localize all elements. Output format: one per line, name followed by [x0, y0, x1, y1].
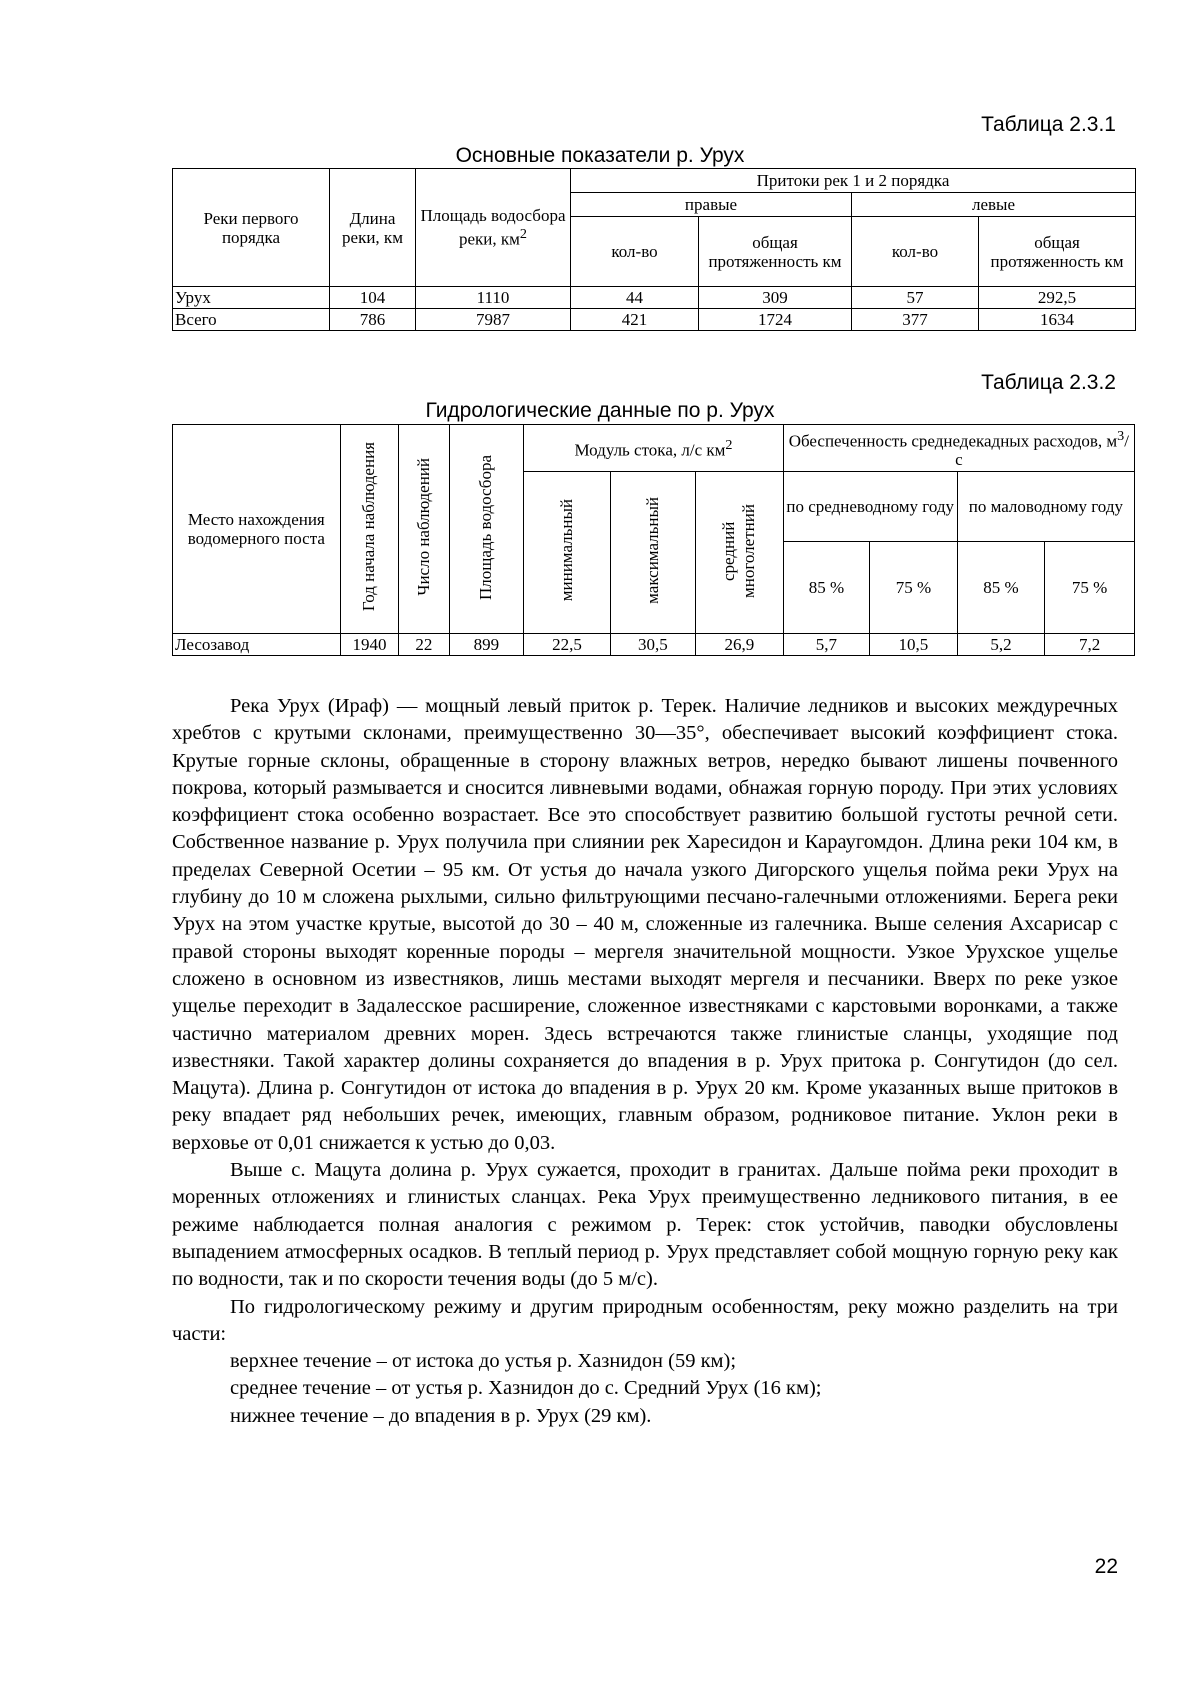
table-row [173, 634, 1135, 656]
cell: Всего [173, 309, 330, 331]
header-length-left: общая протяженность км [979, 217, 1136, 287]
header-place: Место нахождения водомерного поста [173, 425, 341, 634]
header-area: Площадь водосбора реки, $км^2$ [416, 169, 571, 287]
header-p85-mid: 85 % [783, 542, 869, 634]
cell: 22,5 [524, 634, 610, 656]
header-p75-mid: 75 % [870, 542, 958, 634]
cell: 7,2 [1045, 634, 1135, 656]
paragraph: По гидрологическому режиму и другим природным особенностям, реку можно разделить на три части: [172, 1295, 1118, 1345]
cell: 26,9 [696, 634, 784, 656]
header-observations: Число наблюдений [399, 425, 449, 634]
cell: 899 [449, 634, 524, 656]
cell: 57 [852, 287, 979, 309]
header-mid-year: по средневодному году [783, 472, 957, 542]
header-left: левые [852, 193, 1136, 217]
list-item: верхнее течение – от истока до устья р. Хазнидон (59 км); [230, 1350, 737, 1373]
cell: 5,7 [783, 634, 869, 656]
cell: 22 [399, 634, 449, 656]
header-year: Год начала наблюдения [340, 425, 399, 634]
cell: 104 [330, 287, 416, 309]
table2-title: Гидрологические данные по р. Урух [425, 399, 775, 422]
cell: 44 [571, 287, 699, 309]
table-row [173, 287, 1136, 309]
header-p85-low: 85 % [957, 542, 1045, 634]
table-row [173, 309, 1136, 331]
header-modulus: Модуль стока, л/с $км^2$ [524, 425, 783, 472]
header-count-right: кол-во [571, 217, 699, 287]
page-number: 22 [1094, 1555, 1118, 1578]
body-text [172, 693, 1118, 1430]
header-max: максимальный [610, 472, 695, 634]
cell: 421 [571, 309, 699, 331]
header-security: Обеспеченность среднедекадных расходов, $м^3/с$ [783, 425, 1134, 472]
paragraph: Река Урух (Ираф) — мощный левый приток р. Терек. Наличие ледников и высоких междуречных хребтов с крутыми склонами, преимущественно 30—35°, обеспечивает высокий коэффициент стока. Крутые горные склоны, обращенные в сторону влажных ветров, нередко бывают лишены почвенного покрова, который размывается и сносится ливневыми водами, обнажая горную породу. При этих условиях коэффициент стока особенно возрастает. Все это способствует развитию большой густоты речной сети. Собственное название р. Урух получила при слиянии рек Харесидон и Караугомдон. Длина реки 104 км, в пределах Северной Осетии – 95 км. От устья до начала узкого Дигорского ущелья пойма реки Урух на глубину до 10 м сложена рыхлыми, сильно фильтрующими песчано-галечными отложениями. Берега реки Урух на этом участке крутые, высотой до 30 – 40 м, сложенные из галечника. Выше селения Ахсарисар с правой стороны выходят коренные породы – мергеля значительной мощности. Узкое Урухское ущелье сложено в основном из известняков, лишь местами выходят мергеля и песчаники. Вверх по реке узкое ущелье переходит в Задалесское расширение, сложенное известняками с карстовыми воронками, а также частично материалом древних морен. Здесь встречаются также глинистые сланцы, уходящие под известняки. Такой характер долины сохраняется до впадения в р. Урух притока р. Сонгутидон (до сел. Мацута). Длина р. Сонгутидон от истока до впадения в р. Урух 20 км. Кроме указанных выше притоков в реку впадает ряд небольших речек, имеющих, главным образом, родниковое питание. Уклон реки в верховье от 0,01 снижается к устью до 0,03. [172, 695, 1118, 1154]
header-length: Длина реки, км [330, 169, 416, 287]
table2-number: Таблица 2.3.2 [981, 371, 1116, 394]
cell: 1940 [340, 634, 399, 656]
cell: 292,5 [979, 287, 1136, 309]
cell: 1634 [979, 309, 1136, 331]
cell: Урух [173, 287, 330, 309]
header-area: Площадь водосбора [449, 425, 524, 634]
header-rivers: Реки первого порядка [173, 169, 330, 287]
header-tributaries: Притоки рек 1 и 2 порядка [571, 169, 1136, 193]
cell: 30,5 [610, 634, 695, 656]
cell: 786 [330, 309, 416, 331]
cell: 377 [852, 309, 979, 331]
header-p75-low: 75 % [1045, 542, 1135, 634]
header-length-right: общая протяженность км [699, 217, 852, 287]
header-count-left: кол-во [852, 217, 979, 287]
cell: 5,2 [957, 634, 1045, 656]
list-item: нижнее течение – до впадения в р. Урух (29 км). [230, 1404, 652, 1427]
table1-title: Основные показатели р. Урух [455, 144, 745, 167]
header-right: правые [571, 193, 852, 217]
cell: 1724 [699, 309, 852, 331]
cell: 1110 [416, 287, 571, 309]
cell: Лесозавод [173, 634, 341, 656]
table1-number: Таблица 2.3.1 [981, 113, 1116, 136]
table1 [172, 168, 1136, 331]
list-item: среднее течение – от устья р. Хазнидон до с. Средний Урух (16 км); [230, 1377, 822, 1400]
cell: 309 [699, 287, 852, 309]
cell: 10,5 [870, 634, 958, 656]
header-low-year: по маловодному году [957, 472, 1134, 542]
paragraph: Выше с. Мацута долина р. Урух сужается, проходит в гранитах. Дальше пойма реки проходит в моренных отложениях и глинистых сланцах. Река Урух преимущественно ледникового питания, в ее режиме наблюдается полная аналогия с режимом р. Терек: сток устойчив, паводки обусловлены выпадением атмосферных осадков. В теплый период р. Урух представляет собой мощную горную реку как по водности, так и по скорости течения воды (до 5 м/с). [172, 1159, 1118, 1291]
table2 [172, 424, 1135, 656]
header-min: минимальный [524, 472, 610, 634]
cell: 7987 [416, 309, 571, 331]
header-mean: средний многолетний [696, 472, 784, 634]
